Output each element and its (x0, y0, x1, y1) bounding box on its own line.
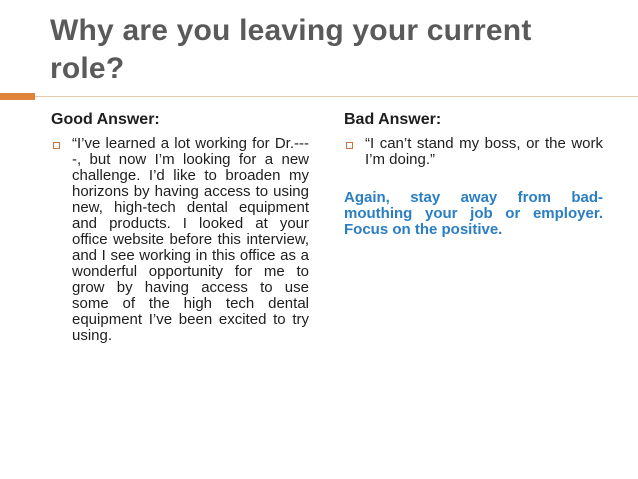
good-answer-column (51, 110, 309, 344)
good-answer-text: “I’ve learned a lot working for Dr.----, but now I’m looking for a new challenge. I’d like to broaden my horizons by having access to using new, high-tech dental equipment and products. I looked at your office website before this interview, and I see working in this office as a wonderful opportunity for me to grow by having access to use some of the high tech dental equipment I’ve been excited to try using. (72, 135, 309, 344)
title-divider-accent (0, 93, 35, 100)
good-answer-heading: Good Answer: (51, 111, 160, 128)
advice-note: Again, stay away from bad-mouthing your job or employer. Focus on the positive. (344, 189, 603, 238)
square-bullet-icon (346, 142, 353, 149)
bad-answer-bullet (344, 136, 603, 168)
bad-answer-column (344, 110, 603, 238)
bad-answer-heading: Bad Answer: (344, 111, 442, 128)
good-answer-bullet (51, 136, 309, 344)
square-bullet-icon (53, 142, 60, 149)
bad-answer-text: “I can’t stand my boss, or the work I’m doing.” (365, 135, 603, 168)
slide-title: Why are you leaving your current role? (50, 14, 532, 85)
title-divider (0, 96, 638, 97)
